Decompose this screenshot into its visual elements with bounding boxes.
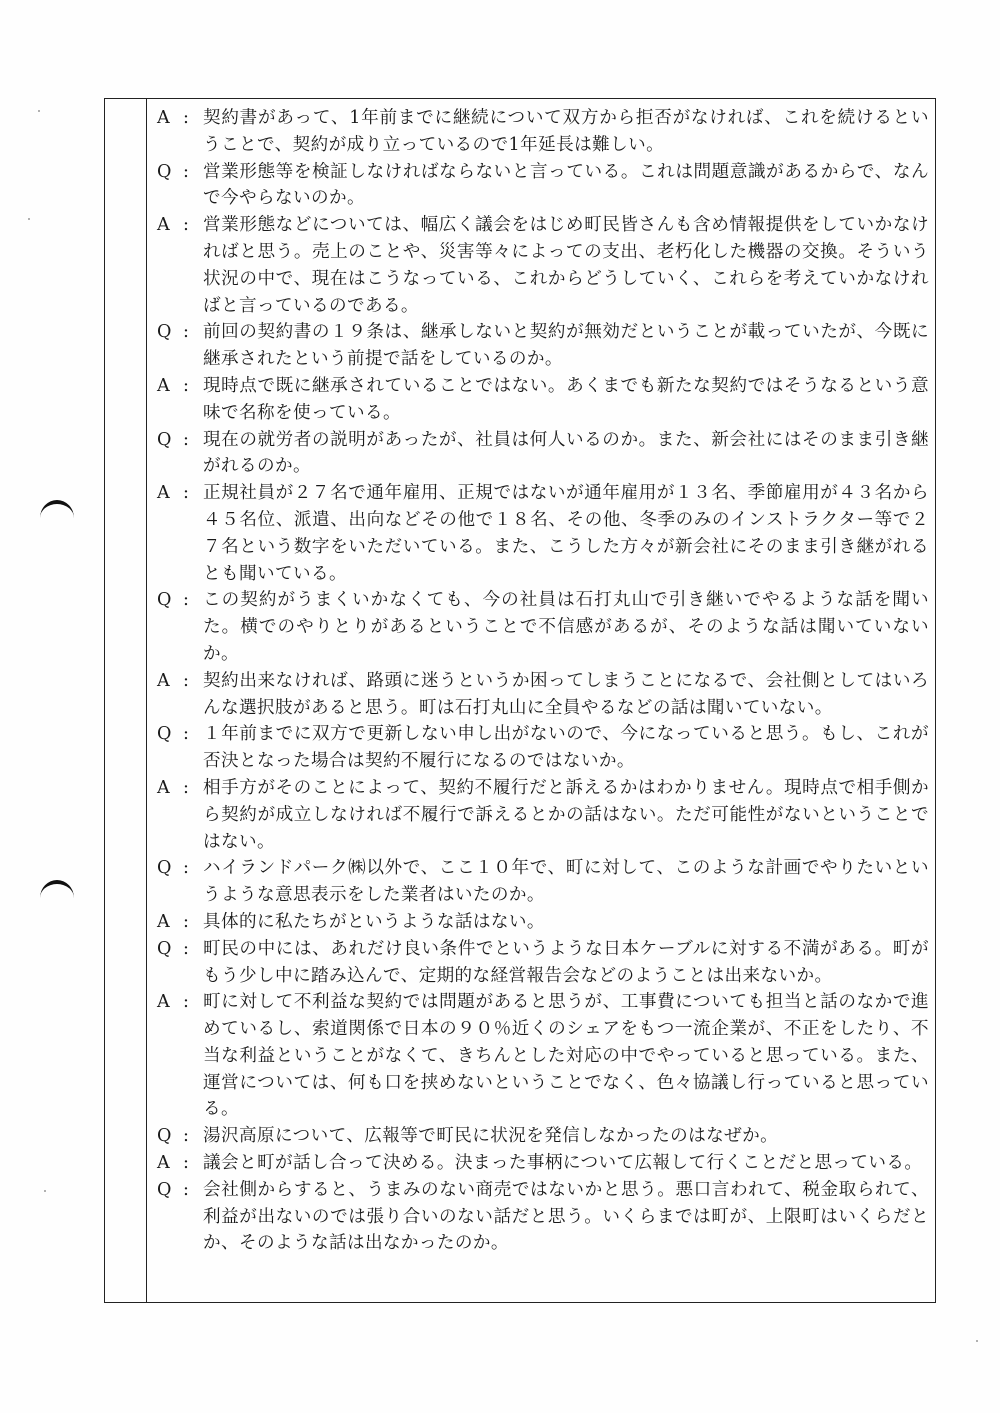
entry-colon: :: [183, 322, 190, 343]
entry-colon: :: [183, 724, 190, 745]
answer-entry: [157, 373, 929, 427]
entry-label: Q: [157, 858, 172, 879]
entry-label: A: [157, 108, 171, 128]
entry-label: A: [157, 375, 171, 396]
entry-label: Q: [157, 590, 172, 611]
question-entry: [157, 159, 929, 213]
entry-label: A: [157, 483, 171, 504]
entry-colon: :: [183, 670, 190, 691]
entry-text: 現時点で既に継承されていることではない。あくまでも新たな契約ではそうなるという意味で名称を使っている。: [203, 375, 929, 423]
entry-colon: :: [183, 858, 190, 879]
entry-text: 会社側からすると、うまみのない商売ではないかと思う。悪口言われて、税金取られて、利益が出ないのでは張り合いのない話だと思う。いくらまでは町が、上限町はいくらだとか、そのような話は出なかったのか。: [203, 1179, 929, 1254]
entry-text: １年前までに双方で更新しない申し出がないので、今になっていると思う。もし、これが否決となった場合は契約不履行になるのではないか。: [203, 724, 929, 772]
entry-colon: :: [183, 108, 190, 128]
entry-text: この契約がうまくいかなくても、今の社員は石打丸山で引き継いでやるような話を聞いた。横でのやりとりがあるということで不信感があるが、そのような話は聞いていないか。: [203, 590, 929, 664]
entry-label: Q: [157, 724, 172, 745]
entry-colon: :: [183, 1153, 190, 1174]
entry-text: ハイランドパーク㈱以外で、ここ１０年で、町に対して、このような計画でやりたいというような意思表示をした業者はいたのか。: [203, 858, 929, 906]
qa-list: [157, 105, 929, 1257]
answer-entry: [157, 668, 929, 722]
answer-entry: [157, 480, 929, 587]
question-entry: [157, 427, 929, 481]
answer-entry: [157, 989, 929, 1123]
table-left-column: [105, 99, 147, 1302]
question-entry: [157, 721, 929, 775]
entry-label: Q: [157, 1126, 172, 1147]
answer-entry: [157, 909, 929, 936]
entry-text: 相手方がそのことによって、契約不履行だと訴えるかはわかりません。現時点で相手側から契約が成立しなければ不履行で訴えるとかの話はない。ただ可能性がないということではない。: [203, 777, 929, 852]
question-entry: [157, 1123, 929, 1150]
entry-colon: :: [183, 777, 190, 798]
entry-colon: :: [183, 938, 190, 959]
entry-label: A: [157, 1153, 171, 1174]
entry-text: 契約書があって、1年前までに継続について双方から拒否がなければ、これを続けるということで、契約が成り立っているので1年延長は難しい。: [203, 108, 929, 155]
entry-label: A: [157, 911, 171, 932]
entry-label: A: [157, 670, 171, 691]
entry-label: Q: [157, 429, 172, 450]
entry-text: 前回の契約書の１９条は、継承しないと契約が無効だということが載っていたが、今既に継承されたという前提で話をしているのか。: [203, 322, 929, 370]
punch-hole-mark: [40, 500, 74, 518]
entry-colon: :: [183, 483, 190, 504]
entry-label: Q: [157, 161, 172, 182]
question-entry: [157, 855, 929, 909]
entry-label: A: [157, 777, 171, 798]
question-entry: [157, 587, 929, 667]
entry-label: Q: [157, 322, 172, 343]
entry-label: A: [157, 215, 171, 236]
entry-text: 町民の中には、あれだけ良い条件でというような日本ケーブルに対する不満がある。町がもう少し中に踏み込んで、定期的な経営報告会などのようことは出来ないか。: [203, 938, 929, 986]
entry-text: 営業形態などについては、幅広く議会をはじめ町民皆さんも含め情報提供をしていかなければと思う。売上のことや、災害等々によっての支出、老朽化した機器の交換。そういう状況の中で、現在はこうなっている、これからどうしていく、これらを考えていかなければと言っているのである。: [203, 215, 929, 316]
entry-text: 具体的に私たちがというような話はない。: [203, 911, 545, 932]
entry-text: 現在の就労者の説明があったが、社員は何人いるのか。また、新会社にはそのまま引き継がれるのか。: [203, 429, 929, 477]
scan-speck: [44, 1190, 46, 1192]
entry-colon: :: [183, 161, 190, 182]
entry-label: Q: [157, 938, 172, 959]
entry-colon: :: [183, 215, 190, 236]
answer-entry: [157, 105, 929, 159]
entry-colon: :: [183, 1126, 190, 1147]
entry-colon: :: [183, 590, 190, 611]
entry-text: 議会と町が話し合って決める。決まった事柄について広報して行くことだと思っている。: [203, 1153, 923, 1174]
minutes-table: [104, 98, 936, 1303]
entry-text: 営業形態等を検証しなければならないと言っている。これは問題意識があるからで、なんで今やらないのか。: [203, 161, 929, 209]
entry-text: 契約出来なければ、路頭に迷うというか困ってしまうことになるで、会社側としてはいろんな選択肢があると思う。町は石打丸山に全員やるなどの話は聞いていない。: [203, 670, 929, 718]
punch-hole-mark: [40, 880, 74, 898]
entry-text: 正規社員が２７名で通年雇用、正規ではないが通年雇用が１３名、季節雇用が４３名から４５名位、派遣、出向などその他で１８名、その他、冬季のみのインストラクター等で２７名という数字をいただいている。また、こうした方々が新会社にそのまま引き継がれるとも聞いている。: [203, 483, 929, 584]
scan-speck: [38, 110, 40, 112]
entry-text: 湯沢高原について、広報等で町民に状況を発信しなかったのはなぜか。: [203, 1126, 779, 1147]
entry-colon: :: [183, 375, 190, 396]
question-entry: [157, 319, 929, 373]
question-entry: [157, 1177, 929, 1257]
answer-entry: [157, 1150, 929, 1177]
entry-text: 町に対して不利益な契約では問題があると思うが、工事費についても担当と話のなかで進めているし、索道関係で日本の９０％近くのシェアをもつ一流企業が、不正をしたり、不当な利益ということがなくて、きちんとした対応の中でやっていると思っている。また、運営については、何も口を挟めないということでなく、色々協議し行っていると思っている。: [203, 992, 929, 1120]
answer-entry: [157, 775, 929, 855]
entry-colon: :: [183, 911, 190, 932]
entry-label: A: [157, 992, 171, 1013]
entry-colon: :: [183, 992, 190, 1013]
answer-entry: [157, 212, 929, 319]
question-entry: [157, 936, 929, 990]
entry-colon: :: [183, 1179, 190, 1200]
entry-label: Q: [157, 1179, 172, 1200]
entry-colon: :: [183, 429, 190, 450]
scan-speck: [976, 1340, 978, 1342]
scan-speck: [28, 218, 30, 220]
